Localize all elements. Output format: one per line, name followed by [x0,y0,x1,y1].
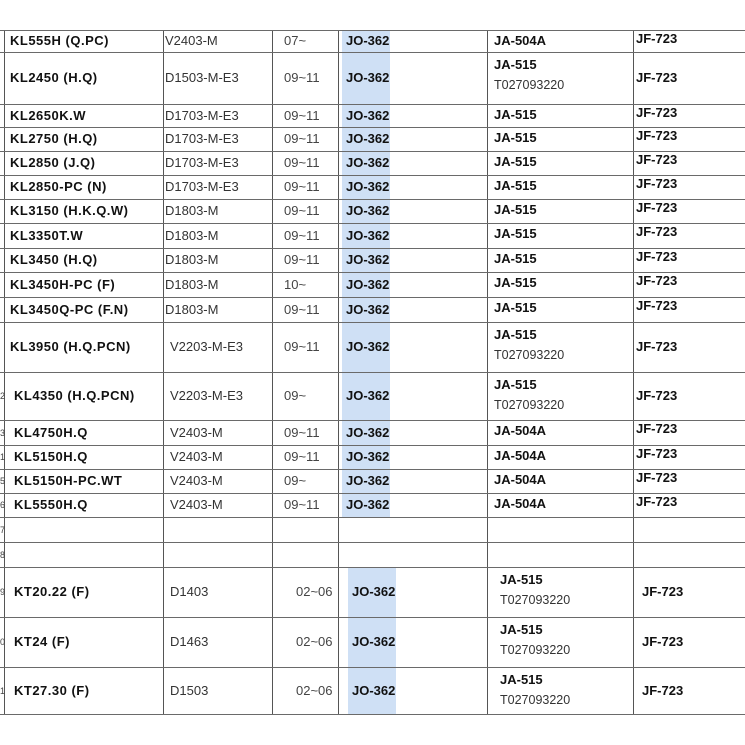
engine-code: D1403 [170,584,209,599]
ja-alt-number: T027093220 [494,78,565,92]
model-name: KL4350 (H.Q.PCN) [14,388,135,403]
engine-code: D1703-M-E3 [165,155,239,170]
model-name: KL3350T.W [10,227,84,243]
jo-part-number: JO-362 [346,70,390,85]
ja-part-number: JA-515 [494,178,537,193]
row-divider [0,30,745,31]
jf-part-number: JF-723 [636,249,678,264]
year-range: 09~11 [284,252,320,267]
year-range: 10~ [284,276,307,292]
engine-code: V2203-M-E3 [170,388,243,403]
ja-part-number: JA-515 [494,202,537,217]
model-name: KL4750H.Q [14,424,88,440]
year-range: 09~11 [284,70,320,85]
jo-part-number: JO-362 [346,497,390,512]
model-name: KL2450 (H.Q) [10,70,98,85]
model-name: KL2850-PC (N) [10,179,107,194]
engine-code: V2403-M [170,449,223,464]
jf-part-number: JF-723 [636,388,678,403]
ja-alt-number: T027093220 [494,398,565,412]
ja-part-number: JA-515 [494,154,537,169]
engine-code: V2403-M [165,33,218,48]
jo-part-number: JO-362 [346,33,390,48]
engine-code: V2403-M [170,473,223,488]
ja-alt-number: T027093220 [500,593,571,607]
ja-part-number: JA-515 [494,327,537,342]
row-divider [0,617,745,618]
model-name: KL3150 (H.K.Q.W) [10,203,129,218]
jo-part-number: JO-362 [346,301,390,317]
year-range: 09~11 [284,107,320,123]
engine-code: V2403-M [170,424,223,440]
row-divider [0,52,745,53]
row-divider [0,272,745,273]
jf-part-number: JF-723 [636,339,678,354]
row-divider [0,175,745,176]
ja-part-number: JA-515 [494,251,537,266]
year-range: 09~11 [284,301,320,317]
model-name: KT24 (F) [14,634,70,649]
engine-code: D1703-M-E3 [165,131,239,146]
row-divider [0,714,745,715]
row-divider [0,542,745,543]
jo-part-number: JO-362 [346,424,390,440]
engine-code: D1803-M [165,203,219,218]
ja-part-number: JA-515 [494,130,537,145]
ja-part-number: JA-515 [494,300,537,315]
row-divider [0,199,745,200]
ja-part-number: JA-504A [494,448,547,463]
jo-part-number: JO-362 [346,339,390,354]
jf-part-number: JF-723 [636,446,678,461]
jo-part-number: JO-362 [346,227,390,243]
jo-part-number: JO-362 [346,179,390,194]
ja-alt-number: T027093220 [500,693,571,707]
row-divider [0,567,745,568]
model-name: KL2850 (J.Q) [10,155,96,170]
engine-code: V2403-M [170,497,223,512]
row-divider [0,469,745,470]
row-number: 7 [0,524,6,535]
row-divider [0,322,745,323]
model-name: KT20.22 (F) [14,584,90,599]
jo-part-number: JO-362 [352,634,396,649]
ja-part-number: JA-515 [494,57,537,72]
model-name: KL5150H-PC.WT [14,473,123,488]
row-number: 6 [0,500,6,510]
jf-part-number: JF-723 [642,584,684,599]
ja-part-number: JA-515 [494,275,537,290]
jo-part-number: JO-362 [352,584,396,599]
engine-code: D1803-M [165,301,219,317]
jf-part-number: JF-723 [636,31,678,46]
jo-part-number: JO-362 [346,203,390,218]
model-name: KL3450Q-PC (F.N) [10,301,129,317]
row-number: 3 [0,427,6,438]
row-number: 1 [0,685,6,696]
jo-part-number: JO-362 [346,473,390,488]
model-name: KL5150H.Q [14,449,88,464]
jo-part-number: JO-362 [352,682,396,698]
year-range: 09~11 [284,227,320,243]
year-range: 09~11 [284,339,320,354]
jf-part-number: JF-723 [636,128,678,143]
jo-part-number: JO-362 [346,388,390,403]
jf-part-number: JF-723 [642,634,684,649]
engine-code: D1803-M [165,252,219,267]
year-range: 09~11 [284,497,320,512]
year-range: 09~11 [284,203,320,218]
row-divider [0,517,745,518]
year-range: 02~06 [296,584,333,599]
jf-part-number: JF-723 [636,494,678,509]
engine-code: V2203-M-E3 [170,339,243,354]
year-range: 09~ [284,473,307,488]
year-range: 07~ [284,33,307,48]
jo-part-number: JO-362 [346,449,390,464]
row-divider [0,667,745,668]
ja-part-number: JA-515 [494,226,537,241]
jo-part-number: JO-362 [346,276,390,292]
ja-part-number: JA-515 [500,572,543,587]
ja-part-number: JA-504A [494,496,547,511]
row-divider [0,445,745,446]
ja-part-number: JA-504A [494,472,547,487]
row-number: 2 [0,391,6,401]
row-divider [0,104,745,105]
row-number: 8 [0,549,6,560]
row-divider [0,297,745,298]
engine-code: D1703-M-E3 [165,179,239,194]
jf-part-number: JF-723 [636,298,678,313]
jf-part-number: JF-723 [636,200,678,215]
engine-code: D1503 [170,682,209,698]
jo-part-number: JO-362 [346,252,390,267]
jf-part-number: JF-723 [636,105,678,120]
model-name: KL2650K.W [10,107,87,123]
ja-part-number: JA-504A [494,423,547,438]
jf-part-number: JF-723 [636,224,678,239]
row-divider [0,420,745,421]
engine-code: D1803-M [165,276,219,292]
model-name: KL555H (Q.PC) [10,33,109,48]
row-number: 1 [0,452,6,462]
year-range: 09~11 [284,179,320,194]
ja-part-number: JA-515 [494,107,537,122]
model-name: KT27.30 (F) [14,682,90,698]
ja-part-number: JA-515 [500,672,543,687]
jf-part-number: JF-723 [636,470,678,485]
engine-code: D1463 [170,634,209,649]
model-name: KL3450H-PC (F) [10,276,116,292]
jf-part-number: JF-723 [636,421,678,436]
row-number: 0 [0,637,6,647]
jo-part-number: JO-362 [346,107,390,123]
row-number: 9 [0,587,6,597]
year-range: 09~11 [284,131,320,146]
row-divider [0,372,745,373]
ja-part-number: JA-515 [494,377,537,392]
engine-code: D1703-M-E3 [165,107,239,123]
row-divider [0,248,745,249]
engine-code: D1803-M [165,227,219,243]
year-range: 09~11 [284,155,320,170]
ja-alt-number: T027093220 [500,643,571,657]
year-range: 09~11 [284,449,320,464]
jo-part-number: JO-362 [346,155,390,170]
jf-part-number: JF-723 [642,682,684,698]
year-range: 09~ [284,388,307,403]
model-name: KL3950 (H.Q.PCN) [10,339,131,354]
year-range: 09~11 [284,424,320,440]
year-range: 02~06 [296,634,333,649]
jf-part-number: JF-723 [636,176,678,191]
engine-code: D1503-M-E3 [165,70,239,85]
year-range: 02~06 [296,682,333,698]
ja-part-number: JA-504A [494,33,547,48]
ja-part-number: JA-515 [500,622,543,637]
jf-part-number: JF-723 [636,70,678,85]
row-divider [0,223,745,224]
ja-alt-number: T027093220 [494,348,565,362]
row-number: 5 [0,476,6,486]
row-divider [0,127,745,128]
row-divider [0,493,745,494]
jf-part-number: JF-723 [636,273,678,288]
jf-part-number: JF-723 [636,152,678,167]
row-divider [0,151,745,152]
model-name: KL3450 (H.Q) [10,252,98,267]
model-name: KL2750 (H.Q) [10,131,98,146]
jo-part-number: JO-362 [346,131,390,146]
model-name: KL5550H.Q [14,497,88,512]
